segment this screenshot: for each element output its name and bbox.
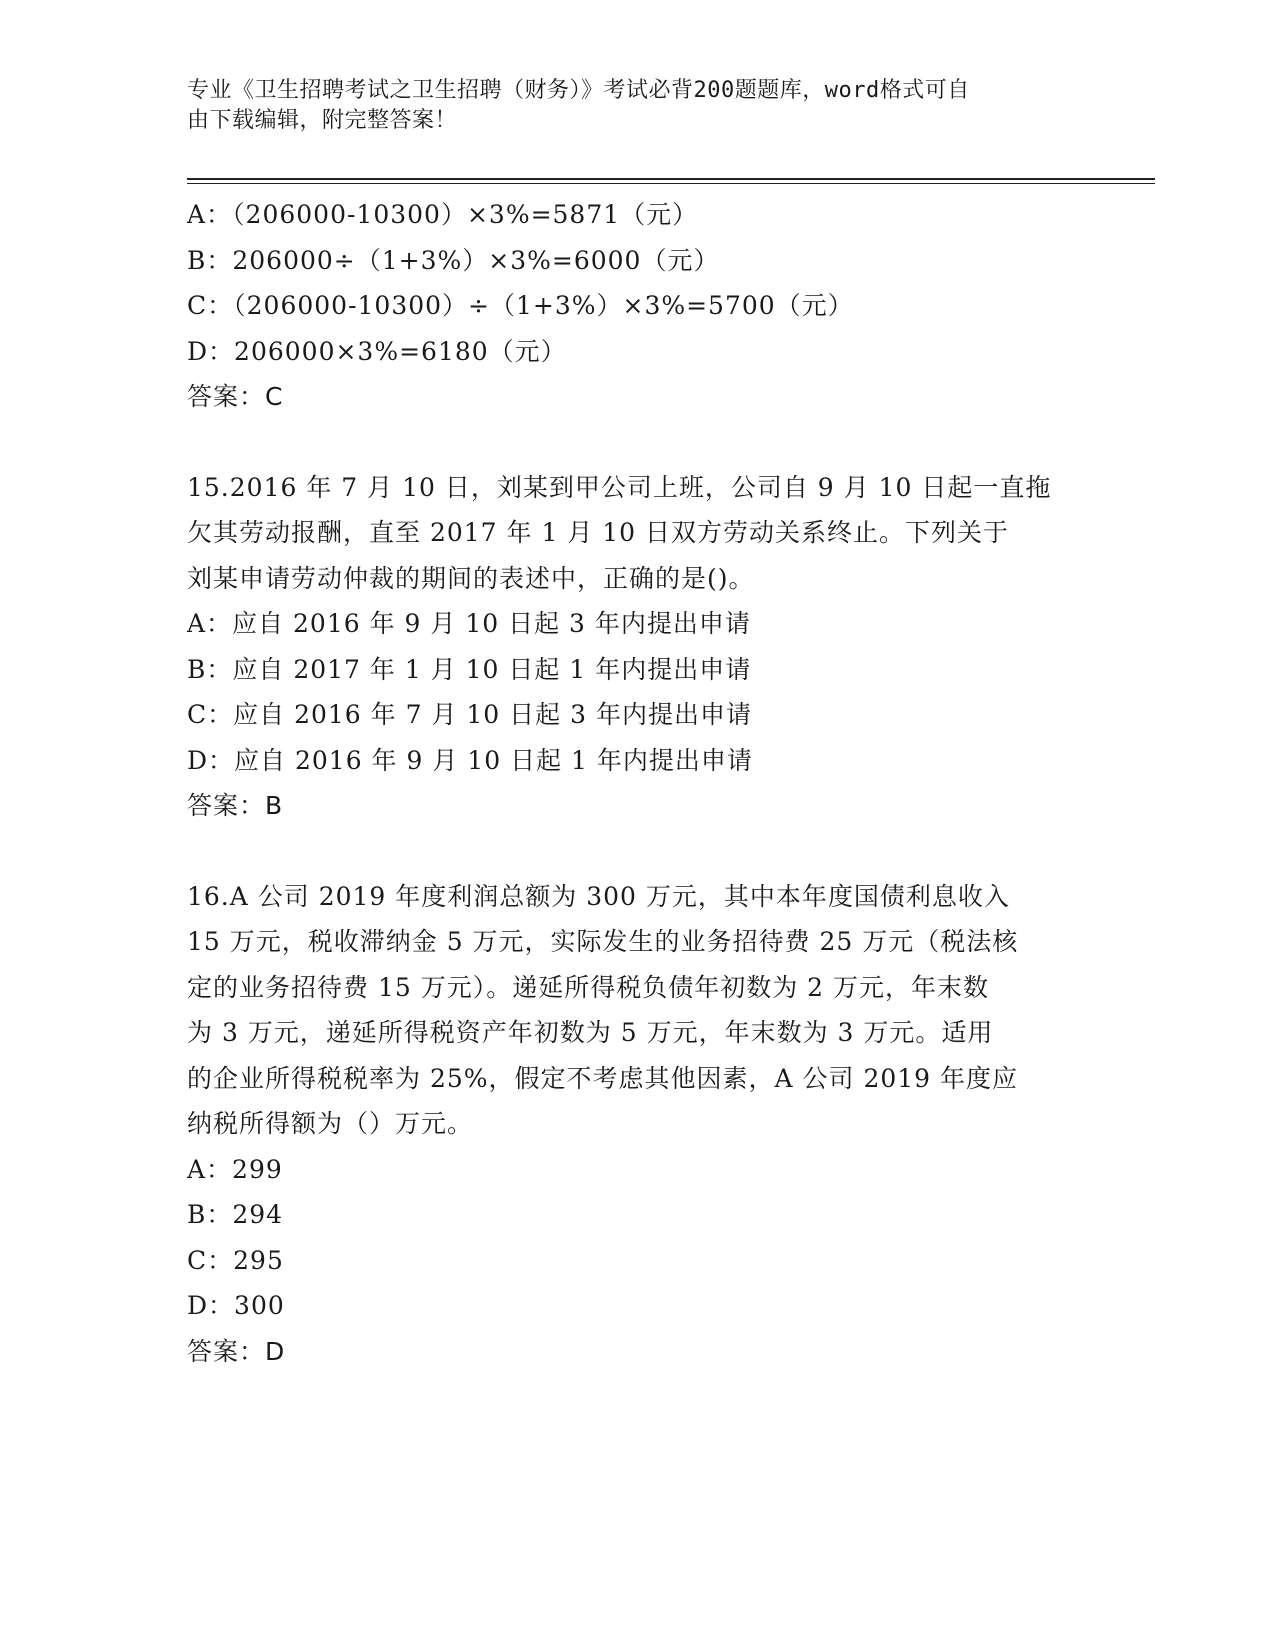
q16-stem-line-1: 16.A 公司 2019 年度利润总额为 300 万元，其中本年度国债利息收入 [187, 881, 1010, 911]
q15-option-a: A：应自 2016 年 9 月 10 日起 3 年内提出申请 [187, 609, 751, 638]
q16-option-d: D：300 [187, 1291, 285, 1320]
q15-stem-line-1: 15.2016 年 7 月 10 日，刘某到甲公司上班，公司自 9 月 10 日起一直拖 [187, 472, 1052, 502]
q16-stem-line-3: 定的业务招待费 15 万元）。递延所得税负债年初数为 2 万元，年末数 [187, 972, 990, 1002]
header-divider-thick [187, 178, 1155, 180]
question-15-block [187, 465, 1087, 829]
q14-option-a: A：（206000-10300）×3%=5871（元） [187, 200, 699, 229]
q14-option-d: D：206000×3%=6180（元） [187, 336, 567, 366]
q16-stem-line-2: 15 万元，税收滞纳金 5 万元，实际发生的业务招待费 25 万元（税法核 [187, 927, 1019, 956]
q15-option-c: C：应自 2016 年 7 月 10 日起 3 年内提出申请 [187, 700, 752, 729]
question-14-block [187, 192, 1087, 420]
header-line-2: 由下载编辑，附完整答案！ [187, 108, 458, 133]
document-body [187, 192, 1087, 1374]
q16-option-c: C：295 [187, 1245, 284, 1275]
q14-answer: 答案：C [187, 382, 284, 411]
q16-option-a: A：299 [187, 1154, 283, 1184]
q14-option-b: B：206000÷（1+3%）×3%=6000（元） [187, 245, 720, 275]
q16-stem-line-4: 为 3 万元，递延所得税资产年初数为 5 万元，年末数为 3 万元。适用 [187, 1018, 994, 1047]
question-16-block [187, 874, 1087, 1375]
q15-option-b: B：应自 2017 年 1 月 10 日起 1 年内提出申请 [187, 654, 752, 684]
q14-option-c: C：（206000-10300）÷（1+3%）×3%=5700（元） [187, 291, 854, 320]
header-divider-thin [187, 183, 1155, 184]
q16-option-b: B：294 [187, 1200, 284, 1229]
q16-stem-line-6: 纳税所得额为（）万元。 [187, 1109, 474, 1138]
q15-stem-line-2: 欠其劳动报酬，直至 2017 年 1 月 10 日双方劳动关系终止。下列关于 [187, 518, 1010, 547]
document-header [187, 76, 1087, 136]
q15-stem-line-3: 刘某申请劳动仲裁的期间的表述中，正确的是()。 [187, 563, 755, 593]
q15-option-d: D：应自 2016 年 9 月 10 日起 1 年内提出申请 [187, 745, 753, 775]
q15-answer: 答案：B [187, 791, 284, 820]
header-line-1: 专业《卫生招聘考试之卫生招聘（财务）》考试必背200题题库，word格式可自 [187, 78, 970, 103]
q16-answer: 答案：D [187, 1336, 286, 1366]
q16-stem-line-5: 的企业所得税税率为 25%，假定不考虑其他因素，A 公司 2019 年度应 [187, 1063, 1019, 1093]
